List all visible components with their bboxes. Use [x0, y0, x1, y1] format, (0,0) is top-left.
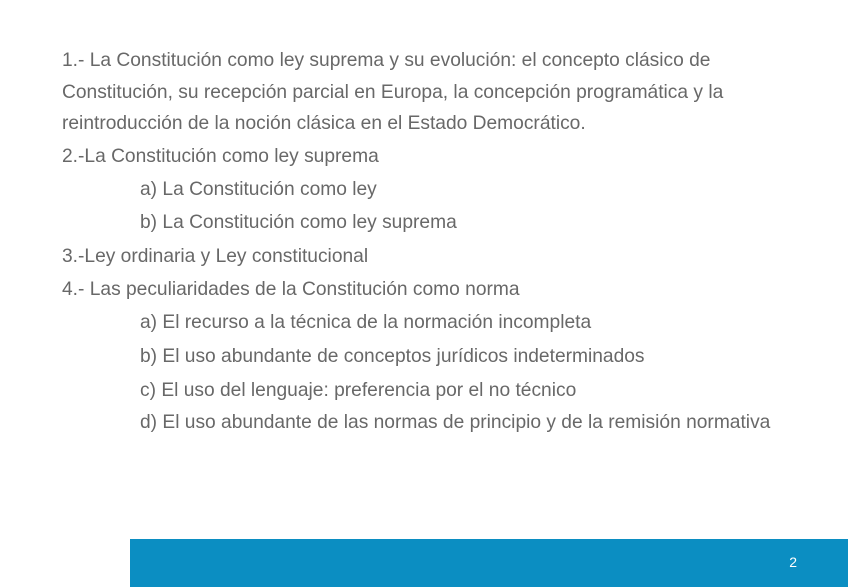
outline-subitem-4a	[62, 306, 792, 340]
outline-subitem-4d	[62, 407, 792, 439]
footer-bar	[130, 539, 848, 587]
page-number: 2	[789, 554, 797, 570]
outline-item-1	[62, 45, 792, 140]
outline-item-2	[62, 140, 792, 173]
outline-subitem-2a	[62, 173, 792, 207]
outline-subitem-4c	[62, 374, 792, 408]
outline-subitem-4a-text: a) El recurso a la técnica de la normación incompleta	[140, 312, 592, 334]
outline-item-4-text: 4.- Las peculiaridades de la Constitución como norma	[62, 279, 520, 301]
outline-item-3-text: 3.-Ley ordinaria y Ley constitucional	[62, 246, 369, 268]
outline-item-4	[62, 273, 792, 306]
outline-item-1-text: 1.- La Constitución como ley suprema y su evolución: el concepto clásico de Constitución, su recepción parcial en Europa, la concepción programática y la reintroducción de la noción clásica en el Estado Democrático.	[62, 50, 724, 134]
slide-content	[62, 45, 792, 439]
outline-subitem-2a-text: a) La Constitución como ley	[140, 178, 377, 200]
outline-subitem-2b	[62, 206, 792, 240]
outline-subitem-2b-text: b) La Constitución como ley suprema	[140, 212, 457, 234]
outline-subitem-4b	[62, 340, 792, 374]
outline-item-2-text: 2.-La Constitución como ley suprema	[62, 145, 379, 167]
outline-item-3	[62, 240, 792, 273]
outline-subitem-4d-text: d) El uso abundante de las normas de principio y de la remisión normativa	[140, 412, 771, 434]
outline-subitem-4b-text: b) El uso abundante de conceptos jurídicos indeterminados	[140, 345, 645, 367]
outline-subitem-4c-text: c) El uso del lenguaje: preferencia por el no técnico	[140, 379, 577, 401]
